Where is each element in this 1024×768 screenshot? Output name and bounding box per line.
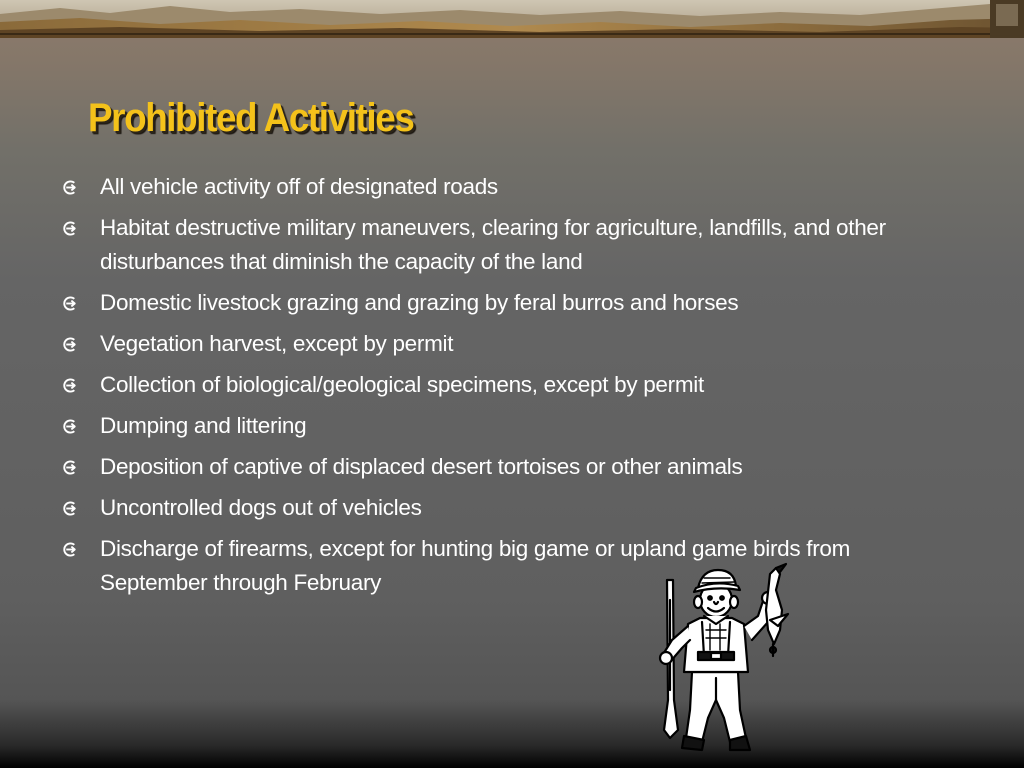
arrow-circle-icon bbox=[62, 295, 79, 312]
bullet-text: All vehicle activity off of designated roads bbox=[100, 174, 498, 199]
desert-landscape-banner bbox=[0, 0, 1024, 38]
bullet-item bbox=[62, 450, 932, 484]
bullet-text: Domestic livestock grazing and grazing by feral burros and horses bbox=[100, 290, 739, 315]
bullet-list bbox=[62, 170, 932, 607]
hunter-clipart-icon bbox=[640, 560, 800, 755]
bullet-text: Discharge of firearms, except for hunting big game or upland game birds from September through February bbox=[100, 536, 851, 595]
arrow-circle-icon bbox=[62, 541, 79, 558]
arrow-circle-icon bbox=[62, 220, 79, 237]
bullet-item bbox=[62, 491, 932, 525]
slide-title: Prohibited Activities bbox=[88, 96, 414, 140]
bullet-item bbox=[62, 409, 932, 443]
bullet-item bbox=[62, 327, 932, 361]
bullet-item bbox=[62, 286, 932, 320]
bullet-text: Uncontrolled dogs out of vehicles bbox=[100, 495, 422, 520]
bullet-text: Dumping and littering bbox=[100, 413, 307, 438]
bullet-item bbox=[62, 368, 932, 402]
arrow-circle-icon bbox=[62, 459, 79, 476]
arrow-circle-icon bbox=[62, 418, 79, 435]
bullet-text: Vegetation harvest, except by permit bbox=[100, 331, 454, 356]
bullet-text: Habitat destructive military maneuvers, clearing for agriculture, landfills, and other disturbances that diminish the capacity of the land bbox=[100, 215, 886, 274]
arrow-circle-icon bbox=[62, 336, 79, 353]
arrow-circle-icon bbox=[62, 500, 79, 517]
bullet-item bbox=[62, 211, 932, 279]
bullet-item bbox=[62, 170, 932, 204]
arrow-circle-icon bbox=[62, 179, 79, 196]
bullet-text: Deposition of captive of displaced desert tortoises or other animals bbox=[100, 454, 743, 479]
arrow-circle-icon bbox=[62, 377, 79, 394]
bullet-text: Collection of biological/geological specimens, except by permit bbox=[100, 372, 704, 397]
bullet-item bbox=[62, 532, 932, 600]
